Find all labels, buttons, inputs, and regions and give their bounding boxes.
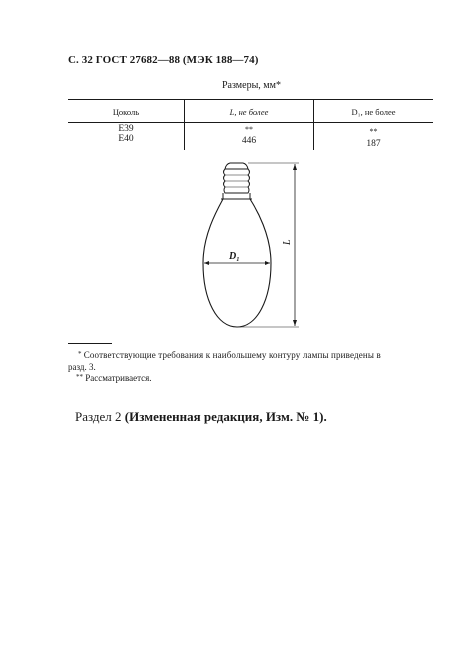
page-header: С. 32 ГОСТ 27682—88 (МЭК 188—74) <box>68 54 259 66</box>
amendment-text: (Измененная редакция, Изм. № 1). <box>124 409 327 424</box>
footnote-2-marker: ** <box>76 373 83 381</box>
lamp-neck <box>221 193 252 199</box>
footnote-2 <box>76 373 152 383</box>
lamp-base-cap <box>225 163 248 169</box>
footnote-2-text: Рассматривается. <box>85 373 152 383</box>
amendment-prefix: Раздел 2 <box>75 409 125 424</box>
footnote-1-text: Соответствующие требования к наибольшему контуру лампы приведены в <box>83 350 381 360</box>
footnote-separator <box>68 343 112 344</box>
cell-base-e39: E39 <box>118 124 134 134</box>
l-label: L <box>282 239 293 245</box>
cell-diameter-e39: ** <box>369 127 378 136</box>
footnote-1 <box>78 350 381 360</box>
cell-base-e40: E40 <box>118 134 134 144</box>
footnote-1-marker: * <box>78 350 82 358</box>
footnote-1-continued: разд. 3. <box>68 362 96 372</box>
cell-length-e40: 446 <box>241 136 257 146</box>
table-top-rule <box>68 99 433 100</box>
amendment-note <box>75 409 327 425</box>
column-header-base: Цоколь <box>112 107 140 117</box>
lamp-outline-drawing <box>195 155 315 335</box>
cell-diameter-e40: 187 <box>366 139 381 149</box>
cell-length-e39: ** <box>245 125 253 134</box>
column-header-diameter: D₁, не более <box>351 107 396 117</box>
table-caption: Размеры, мм* <box>222 80 281 91</box>
d1-label: D₁ <box>229 251 240 262</box>
table-header-rule <box>68 122 433 123</box>
column-header-length: L, не более <box>229 107 269 117</box>
